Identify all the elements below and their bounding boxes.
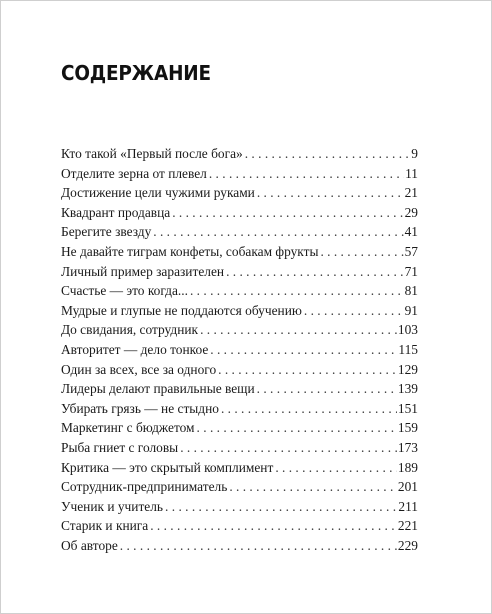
toc-entry[interactable]	[61, 379, 418, 399]
dot-leader	[200, 320, 397, 340]
toc-entry-page-number: 57	[404, 243, 418, 259]
toc-entry[interactable]	[61, 477, 418, 497]
dot-leader	[257, 183, 404, 203]
toc-entry-title: Квадрант продавца	[61, 204, 171, 220]
toc-entry[interactable]	[61, 497, 418, 517]
dot-leader	[210, 340, 397, 360]
toc-entry-title: Достижение цели чужими руками	[61, 185, 255, 201]
toc-entry[interactable]	[61, 320, 418, 340]
toc-entry-title: Мудрые и глупые не поддаются обучению	[61, 302, 302, 318]
toc-entry[interactable]	[61, 360, 418, 380]
toc-entry-title: Счастье — это когда...	[61, 283, 188, 299]
toc-entry[interactable]	[61, 438, 418, 458]
dot-leader	[165, 497, 397, 517]
toc-entry-page-number: 139	[397, 381, 418, 397]
toc-entry-page-number: 189	[397, 459, 418, 475]
dot-leader	[190, 281, 404, 301]
toc-entry-page-number: 9	[411, 146, 418, 161]
toc-entry-page-number: 221	[397, 518, 418, 534]
toc-entry[interactable]	[61, 516, 418, 536]
toc-entry[interactable]	[61, 203, 418, 223]
toc-entry[interactable]	[61, 536, 418, 556]
toc-entry-title: Не давайте тиграм конфеты, собакам фрукты	[61, 243, 319, 259]
dot-leader	[245, 144, 411, 164]
dot-leader	[180, 438, 397, 458]
toc-entry-title: Лидеры делают правильные вещи	[61, 381, 255, 397]
toc-entry[interactable]	[61, 242, 418, 262]
toc-entry-page-number: 159	[397, 420, 418, 436]
toc-entry-page-number: 211	[398, 498, 418, 514]
dot-leader	[197, 418, 397, 438]
toc-entry-page-number: 103	[397, 322, 418, 338]
toc-entry-title: Отделите зерна от плевел	[61, 165, 207, 181]
toc-entry-title: Сотрудник-предприниматель	[61, 479, 228, 495]
toc-entry-page-number: 129	[397, 361, 418, 377]
toc-entry-page-number: 71	[404, 263, 418, 279]
toc-entry-title: Авторитет — дело тонкое	[61, 341, 209, 357]
toc-entry-title: Маркетинг с бюджетом	[61, 420, 195, 436]
toc-entry-title: Старик и книга	[61, 518, 149, 534]
page-title: СОДЕРЖАНИЕ	[61, 61, 211, 85]
toc-entry-page-number: 29	[404, 204, 418, 220]
toc-entry-title: Об авторе	[61, 537, 118, 553]
toc-entry[interactable]	[61, 399, 418, 419]
toc-entry[interactable]	[61, 183, 418, 203]
dot-leader	[172, 203, 403, 223]
toc-entry[interactable]	[61, 222, 418, 242]
toc-entry-page-number: 41	[404, 224, 418, 240]
toc-entry[interactable]	[61, 301, 418, 321]
toc-entry-title: Кто такой «Первый после бога»	[61, 146, 243, 161]
toc-entry[interactable]	[61, 144, 418, 164]
table-of-contents	[61, 144, 418, 555]
toc-entry-page-number: 21	[404, 185, 418, 201]
toc-entry-title: До свидания, сотрудник	[61, 322, 199, 338]
dot-leader	[150, 516, 397, 536]
toc-entry-title: Один за всех, все за одного	[61, 361, 217, 377]
toc-entry-page-number: 11	[405, 165, 418, 181]
toc-entry-page-number: 229	[397, 537, 418, 553]
toc-entry-title: Рыба гниет с головы	[61, 439, 179, 455]
toc-entry-page-number: 91	[404, 302, 418, 318]
toc-entry-page-number: 115	[398, 341, 418, 357]
dot-leader	[209, 164, 404, 184]
dot-leader	[275, 458, 397, 478]
dot-leader	[218, 360, 397, 380]
toc-entry-title: Критика — это скрытый комплимент	[61, 459, 274, 475]
toc-entry-page-number: 151	[397, 400, 418, 416]
toc-entry[interactable]	[61, 262, 418, 282]
dot-leader	[257, 379, 397, 399]
dot-leader	[304, 301, 404, 321]
dot-leader	[153, 222, 403, 242]
toc-entry-title: Ученик и учитель	[61, 498, 164, 514]
dot-leader	[120, 536, 397, 556]
toc-entry[interactable]	[61, 418, 418, 438]
toc-entry-page-number: 201	[397, 479, 418, 495]
toc-entry[interactable]	[61, 164, 418, 184]
dot-leader	[221, 399, 397, 419]
toc-entry-title: Убирать грязь — не стыдно	[61, 400, 219, 416]
dot-leader	[320, 242, 403, 262]
dot-leader	[226, 262, 404, 282]
toc-entry-title: Берегите звезду	[61, 224, 152, 240]
toc-entry-title: Личный пример заразителен	[61, 263, 225, 279]
toc-entry[interactable]	[61, 281, 418, 301]
toc-entry[interactable]	[61, 458, 418, 478]
dot-leader	[229, 477, 397, 497]
toc-entry-page-number: 81	[404, 283, 418, 299]
toc-entry-page-number: 173	[397, 439, 418, 455]
toc-entry[interactable]	[61, 340, 418, 360]
